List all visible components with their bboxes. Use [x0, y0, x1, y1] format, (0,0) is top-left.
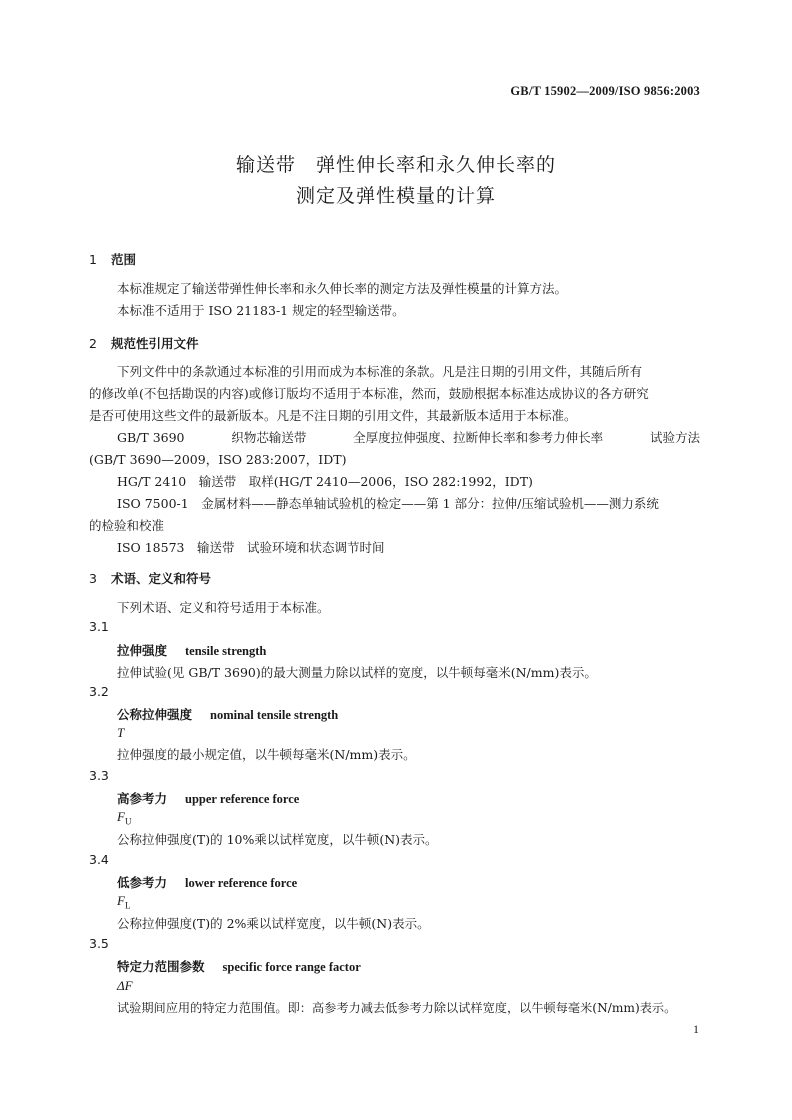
term-english: specific force range factor [222, 960, 361, 974]
term-english: lower reference force [185, 876, 298, 890]
clause-number: 3.1 [89, 619, 109, 634]
section-2-heading [89, 334, 199, 352]
section-2-intro-line: 的修改单(不包括勘误的内容)或修订版均不适用于本标准，然而，鼓励根据本标准达成协议的各方研究 [89, 386, 649, 401]
section-number: 1 [89, 252, 97, 267]
term-definition: 公称拉伸强度(T)的 10%乘以试样宽度，以牛顿(N)表示。 [117, 832, 438, 847]
section-1-paragraph: 本标准规定了输送带弹性伸长率和永久伸长率的测定方法及弹性模量的计算方法。 [117, 281, 568, 296]
reference-part: 试验方法 [649, 430, 700, 445]
term-chinese: 低参考力 [117, 875, 168, 890]
page-number: 1 [693, 1022, 699, 1036]
term-entry [117, 705, 338, 723]
term-entry [117, 957, 361, 975]
term-entry [117, 789, 299, 807]
term-symbol: ΔF [117, 978, 133, 993]
clause-number: 3.2 [89, 684, 109, 699]
section-3-intro: 下列术语、定义和符号适用于本标准。 [117, 600, 330, 615]
document-title-line-2: 测定及弹性模量的计算 [295, 185, 496, 207]
term-chinese: 公称拉伸强度 [117, 707, 193, 722]
clause-number: 3.5 [89, 936, 109, 951]
term-chinese: 高参考力 [117, 791, 168, 806]
reference-entry: HG/T 2410 输送带 取样(HG/T 2410—2006，ISO 282:1992，IDT) [117, 474, 533, 489]
term-entry [117, 641, 266, 659]
term-definition: 公称拉伸强度(T)的 2%乘以试样宽度，以牛顿(N)表示。 [117, 916, 430, 931]
reference-entry: ISO 7500-1 金属材料——静态单轴试验机的检定——第 1 部分：拉伸/压缩试验机——测力系统 [117, 496, 659, 511]
term-chinese: 拉伸强度 [117, 643, 168, 658]
reference-part: GB/T 3690 [117, 430, 185, 445]
reference-entry: ISO 18573 输送带 试验环境和状态调节时间 [117, 540, 385, 555]
term-chinese: 特定力范围参数 [117, 959, 205, 974]
section-title: 范围 [111, 252, 137, 267]
section-number: 3 [89, 571, 97, 586]
reference-entry-continued: (GB/T 3690—2009，ISO 283:2007，IDT) [89, 452, 347, 467]
section-title: 术语、定义和符号 [111, 571, 212, 586]
term-definition: 拉伸强度的最小规定值，以牛顿每毫米(N/mm)表示。 [117, 747, 416, 762]
term-symbol: T [117, 725, 125, 740]
standard-code: GB/T 15902—2009/ISO 9856:2003 [510, 84, 700, 98]
reference-entry [117, 427, 700, 449]
term-english: upper reference force [185, 792, 300, 806]
clause-number: 3.4 [89, 852, 109, 867]
term-symbol: $F_U$ [117, 809, 132, 827]
clause-number: 3.3 [89, 768, 109, 783]
section-number: 2 [89, 336, 97, 351]
reference-entry-continued: 的检验和校准 [89, 518, 165, 533]
term-english: tensile strength [185, 644, 267, 658]
reference-part: 织物芯输送带 [231, 430, 307, 445]
term-definition: 试验期间应用的特定力范围值。即：高参考力减去低参考力除以试样宽度，以牛顿每毫米(N/mm)表示。 [117, 1001, 677, 1015]
section-title: 规范性引用文件 [111, 336, 199, 351]
term-english: nominal tensile strength [210, 708, 339, 722]
reference-part: 全厚度拉伸强度、拉断伸长率和参考力伸长率 [353, 430, 604, 445]
document-title-line-1: 输送带 弹性伸长率和永久伸长率的 [235, 154, 556, 176]
term-symbol: $F_L$ [117, 893, 131, 911]
section-2-intro-line: 是否可使用这些文件的最新版本。凡是不注日期的引用文件，其最新版本适用于本标准。 [89, 408, 577, 423]
term-definition: 拉伸试验(见 GB/T 3690)的最大测量力除以试样的宽度，以牛顿每毫米(N/mm)表示。 [117, 665, 597, 680]
section-3-heading [89, 569, 211, 587]
section-2-intro-line: 下列文件中的条款通过本标准的引用而成为本标准的条款。凡是注日期的引用文件，其随后所有 [117, 364, 643, 379]
section-1-heading [89, 250, 136, 268]
term-entry [117, 873, 297, 891]
section-1-paragraph: 本标准不适用于 ISO 21183-1 规定的轻型输送带。 [117, 303, 405, 318]
